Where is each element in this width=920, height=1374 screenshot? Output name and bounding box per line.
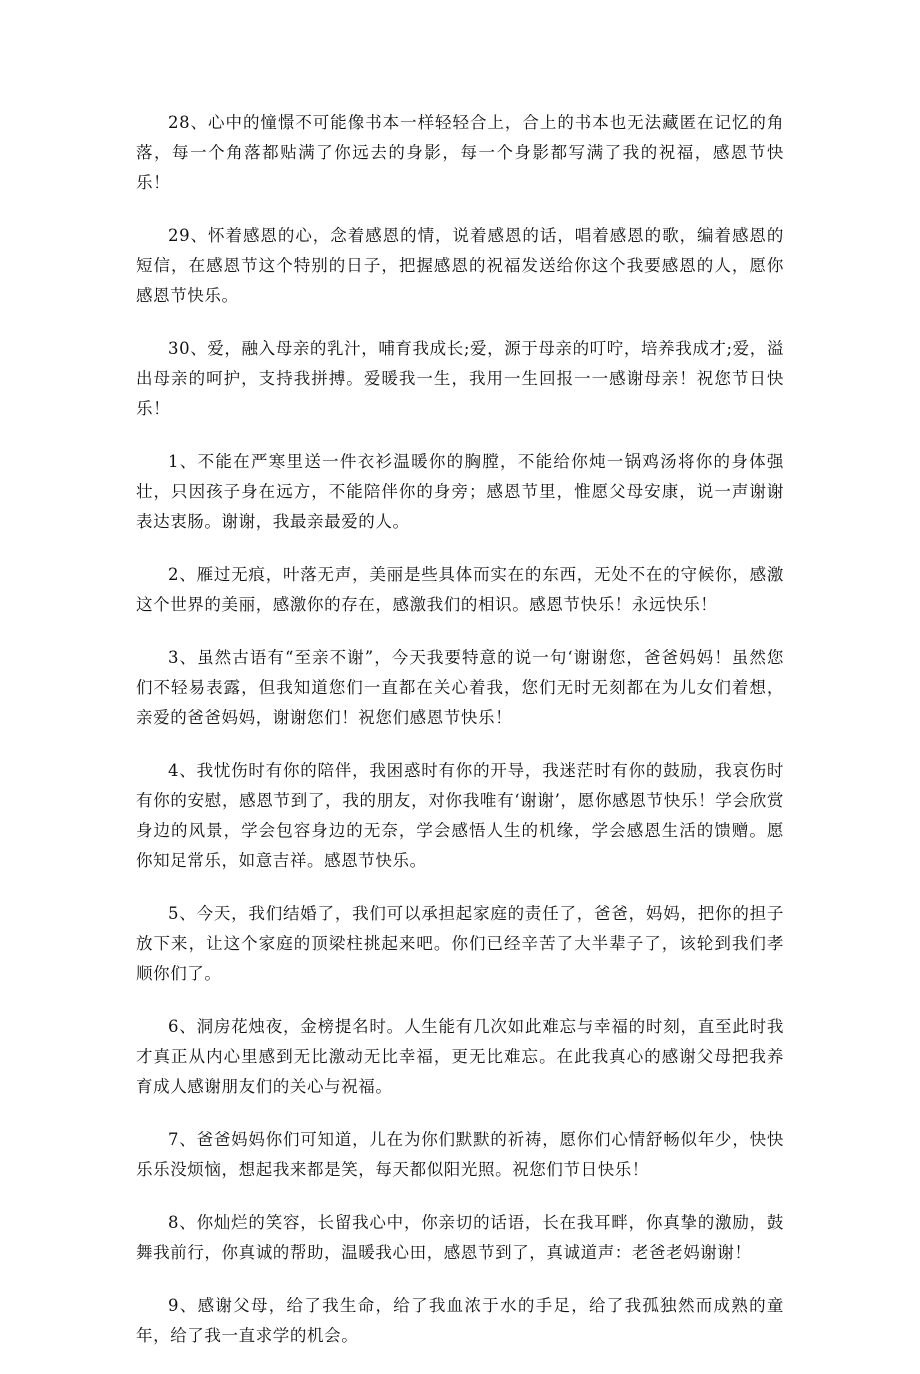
paragraph-8: 8、你灿烂的笑容，长留我心中，你亲切的话语，长在我耳畔，你真挚的激励，鼓舞我前行，你真诚的帮助，温暖我心田，感恩节到了，真诚道声：老爸老妈谢谢！ [136,1213,784,1262]
paragraph-9: 9、感谢父母，给了我生命，给了我血浓于水的手足，给了我孤独然而成熟的童年，给了我一直求学的机会。 [136,1296,784,1345]
paragraph-5: 5、今天，我们结婚了，我们可以承担起家庭的责任了，爸爸，妈妈，把你的担子放下来，让这个家庭的顶梁柱挑起来吧。你们已经辛苦了大半辈子了，该轮到我们孝顺你们了。 [136,904,784,983]
paragraph-1: 1、不能在严寒里送一件衣衫温暖你的胸膛，不能给你炖一锅鸡汤将你的身体强壮，只因孩子身在远方，不能陪伴你的身旁；感恩节里，惟愿父母安康，说一声谢谢表达衷肠。谢谢，我最亲最爱的人。 [136,452,784,531]
paragraph-28: 28、心中的憧憬不可能像书本一样轻轻合上，合上的书本也无法藏匿在记忆的角落，每一个角落都贴满了你远去的身影，每一个身影都写满了我的祝福，感恩节快乐！ [136,113,784,192]
paragraph-29: 29、怀着感恩的心，念着感恩的情，说着感恩的话，唱着感恩的歌，编着感恩的短信，在感恩节这个特别的日子，把握感恩的祝福发送给你这个我要感恩的人，愿你感恩节快乐。 [136,226,784,305]
paragraph-6: 6、洞房花烛夜，金榜提名时。人生能有几次如此难忘与幸福的时刻，直至此时我才真正从内心里感到无比激动无比幸福，更无比难忘。在此我真心的感谢父母把我养育成人感谢朋友们的关心与祝福。 [136,1017,784,1096]
paragraph-7: 7、爸爸妈妈你们可知道，儿在为你们默默的祈祷，愿你们心情舒畅似年少，快快乐乐没烦恼，想起我来都是笑，每天都似阳光照。祝您们节日快乐！ [136,1130,784,1179]
paragraph-2: 2、雁过无痕，叶落无声，美丽是些具体而实在的东西，无处不在的守候你，感激这个世界的美丽，感激你的存在，感激我们的相识。感恩节快乐！永远快乐！ [136,565,784,614]
paragraph-3: 3、虽然古语有“至亲不谢”，今天我要特意的说一句‘谢谢您，爸爸妈妈！虽然您们不轻易表露，但我知道您们一直都在关心着我，您们无时无刻都在为儿女们着想，亲爱的爸爸妈妈，谢谢您们！祝您们感恩节快乐！ [136,648,784,727]
paragraph-30: 30、爱，融入母亲的乳汁，哺育我成长;爱，源于母亲的叮咛，培养我成才;爱，溢出母亲的呵护，支持我拼搏。爱暖我一生，我用一生回报一一感谢母亲！祝您节日快乐！ [136,339,784,418]
paragraph-4: 4、我忧伤时有你的陪伴，我困惑时有你的开导，我迷茫时有你的鼓励，我哀伤时有你的安慰，感恩节到了，我的朋友，对你我唯有‘谢谢’，愿你感恩节快乐！学会欣赏身边的风景，学会包容身边的无奈，学会感悟人生的机缘，学会感恩生活的馈赠。愿你知足常乐，如意吉祥。感恩节快乐。 [136,761,784,870]
document-body [136,108,784,1374]
